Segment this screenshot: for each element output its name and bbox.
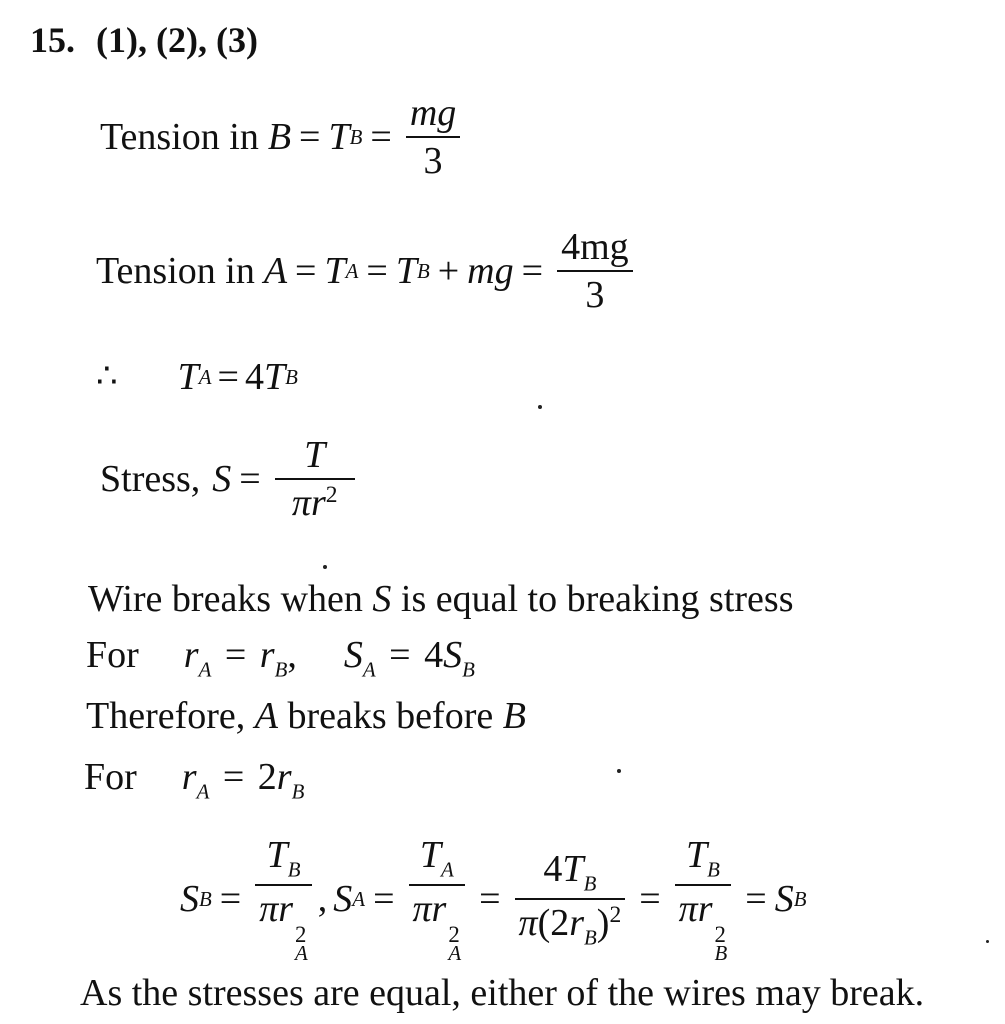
- sub-b: B: [291, 779, 305, 804]
- exp-2: 2: [448, 922, 460, 948]
- var-t: T: [686, 834, 708, 876]
- coef-2: 2: [257, 756, 277, 798]
- stress-label: Stress,: [100, 458, 201, 500]
- fraction-tb-over-pi-rb2: [675, 834, 732, 965]
- var-t: T: [266, 834, 288, 876]
- var-a: A: [263, 250, 288, 292]
- var-s: S: [774, 878, 794, 921]
- sub-b: B: [793, 886, 807, 911]
- sub-b: B: [274, 657, 288, 682]
- sub-b: B: [462, 657, 475, 682]
- breaks-before-text: breaks before: [287, 695, 494, 737]
- scan-speck: [538, 405, 542, 409]
- wire-breaks-line: [88, 580, 794, 618]
- sub-a: A: [198, 364, 212, 389]
- tension-in-label: Tension in: [96, 250, 255, 292]
- numerator-4mg: 4mg: [561, 226, 629, 268]
- sub-b: B: [349, 124, 363, 149]
- var-r: r: [181, 756, 197, 798]
- exp-2: 2: [609, 902, 622, 929]
- exp-2: 2: [714, 922, 726, 948]
- answer-options: (1), (2), (3): [96, 20, 258, 60]
- var-s: S: [372, 578, 392, 620]
- var-s: S: [333, 878, 353, 921]
- sub-a: A: [295, 940, 308, 965]
- var-r: r: [276, 756, 292, 798]
- pi-r: πr: [291, 482, 326, 524]
- therefore-symbol: ∴: [96, 358, 118, 395]
- var-r: r: [569, 902, 585, 945]
- conclusion-line: As the stresses are equal, either of the wires may break.: [80, 972, 925, 1014]
- scan-speck: [617, 769, 621, 773]
- a-breaks-first-line: [86, 697, 526, 735]
- var-s: S: [180, 878, 199, 921]
- var-t: T: [562, 847, 584, 890]
- wire-breaks-text: Wire breaks when: [88, 578, 363, 620]
- var-b: B: [267, 116, 292, 158]
- stress-equation: Stress, S = $\frac{T}{\pi r^2}$: [100, 436, 361, 522]
- exp-2: 2: [295, 922, 307, 948]
- fraction-t-over-pi-r2: [275, 436, 355, 522]
- var-t: T: [263, 356, 286, 398]
- sub-b: B: [714, 940, 728, 965]
- sub-b: B: [199, 886, 212, 911]
- ta-equals-4tb: ∴ T A = 4 T B: [96, 356, 298, 398]
- var-t: T: [324, 250, 346, 292]
- sub-a: A: [448, 940, 462, 965]
- denominator-3: 3: [585, 274, 605, 316]
- case-double-radius: For $r_A = 2r_B$: [84, 756, 305, 804]
- coef-4: 4: [424, 634, 444, 676]
- pi-r: πr: [412, 888, 447, 931]
- therefore-text: Therefore,: [86, 695, 246, 737]
- coef-4: 4: [244, 356, 264, 398]
- coef-2: 2: [550, 902, 570, 945]
- fraction-mg-over-3: [406, 94, 460, 180]
- var-s: S: [343, 634, 363, 676]
- sub-a: A: [362, 657, 376, 682]
- for-label: For: [84, 756, 137, 798]
- exp-2: 2: [325, 482, 338, 509]
- sub-a: A: [440, 857, 454, 882]
- var-r: r: [259, 634, 275, 676]
- var-a: A: [254, 695, 278, 737]
- coef-4: 4: [543, 847, 563, 890]
- sub-a: A: [198, 657, 212, 682]
- sub-b: B: [584, 925, 597, 950]
- fraction-ta-over-pi-ra2: [409, 834, 466, 965]
- sub-a: A: [352, 886, 366, 911]
- fraction-4tb-over-pi-2rb-sq: $\frac{4T_B}{\pi(2r_B)^2}$: [515, 850, 626, 949]
- tension-a-equation: Tension in A = T A = T B + mg = $\frac{4mg}{3}$: [96, 228, 639, 314]
- sub-b: B: [285, 364, 298, 389]
- sub-b: B: [416, 258, 430, 283]
- var-b: B: [502, 695, 526, 737]
- tension-in-label: Tension in: [100, 116, 259, 158]
- for-label: For: [86, 634, 139, 676]
- fraction-tb-over-pi-ra2: [255, 834, 312, 965]
- denominator-3: 3: [423, 140, 443, 182]
- case-equal-radius: For $r_A = r_B$, $S_A = 4S_B$: [86, 634, 475, 682]
- numerator-mg: mg: [409, 92, 457, 134]
- pi-r: πr: [678, 888, 713, 931]
- fraction-4mg-over-3: [557, 228, 633, 314]
- tension-b-equation: Tension in B = T B = $\frac{mg}{3}$: [100, 94, 466, 180]
- var-t: T: [328, 116, 350, 158]
- problem-number: 15.: [30, 20, 75, 60]
- sub-b: B: [583, 871, 597, 896]
- scan-speck: [986, 940, 989, 943]
- var-t: T: [177, 356, 199, 398]
- numerator-t: T: [304, 434, 326, 476]
- is-equal-text: is equal to breaking stress: [400, 578, 794, 620]
- sub-a: A: [196, 779, 210, 804]
- mg-term: mg: [467, 250, 514, 292]
- sub-a: A: [345, 258, 359, 283]
- pi-r: πr: [259, 888, 294, 931]
- problem-header: [30, 22, 258, 58]
- var-r: r: [183, 634, 199, 676]
- var-t: T: [419, 834, 441, 876]
- pi: π: [518, 902, 538, 945]
- sub-b: B: [287, 857, 301, 882]
- var-t: T: [395, 250, 417, 292]
- var-s: S: [212, 458, 232, 500]
- scan-speck: [323, 565, 327, 569]
- var-s: S: [443, 634, 463, 676]
- sub-b: B: [707, 857, 720, 882]
- stress-comparison-equation: S B = $T_B$ πr 2 A , S A = $T_A$ πr 2 A = $\frac{4T_B}{\pi(2r_B)^2}$ = $T_B$ πr 2 B = S B: [180, 834, 807, 965]
